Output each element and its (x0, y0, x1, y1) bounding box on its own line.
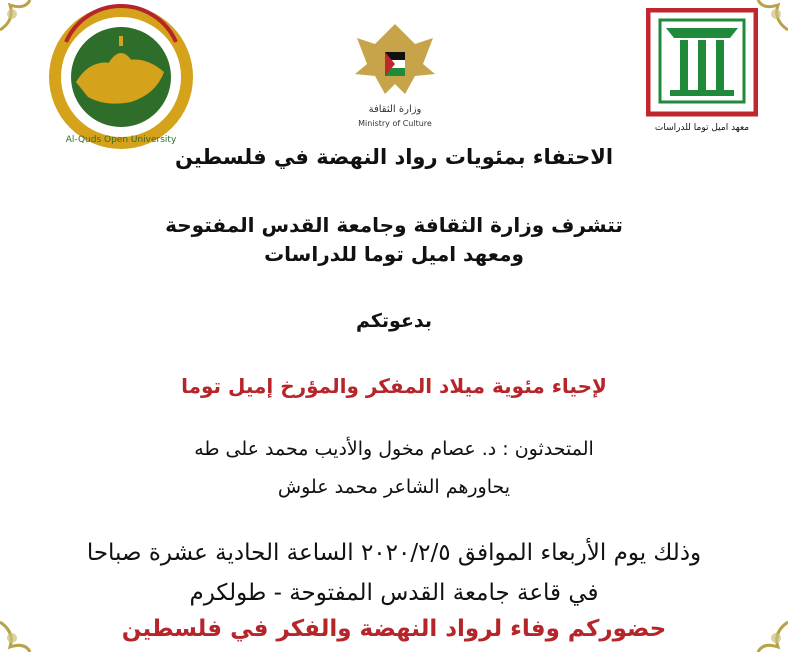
emile-touma-institute-logo (646, 8, 758, 136)
al-quds-university-logo (46, 2, 196, 152)
closing-line: حضوركم وفاء لرواد النهضة والفكر في فلسطين (121, 616, 667, 642)
date-time-line: وذلك يوم الأربعاء الموافق ٢٠٢٠/٢/٥ الساعة الحادية عشرة صباحا (86, 540, 702, 566)
hosts-line: تتشرف وزارة الثقافة وجامعة القدس المفتوحة (165, 213, 623, 237)
speakers-line: المتحدثون : د. عصام مخول والأديب محمد على طه (194, 438, 594, 460)
logo-text-en: Al-Quds Open University (65, 135, 177, 145)
ministry-of-culture-logo (345, 14, 445, 132)
occasion-line: لإحياء مئوية ميلاد المفكر والمؤرخ إميل توما (181, 374, 607, 398)
logo-text-ar: وزارة الثقافة (368, 104, 422, 115)
moderator-line: يحاورهم الشاعر محمد علوش (277, 476, 511, 498)
invite-word: بدعوتكم (355, 310, 433, 332)
logo-text-ar: معهد اميل توما للدراسات (654, 123, 750, 133)
venue-line: في قاعة جامعة القدس المفتوحة - طولكرم (189, 580, 599, 606)
logo-text-en: Ministry of Culture (358, 119, 432, 128)
event-title: الاحتفاء بمئويات رواد النهضة في فلسطين (174, 145, 614, 169)
hosts-line-2: ومعهد اميل توما للدراسات (264, 242, 524, 266)
